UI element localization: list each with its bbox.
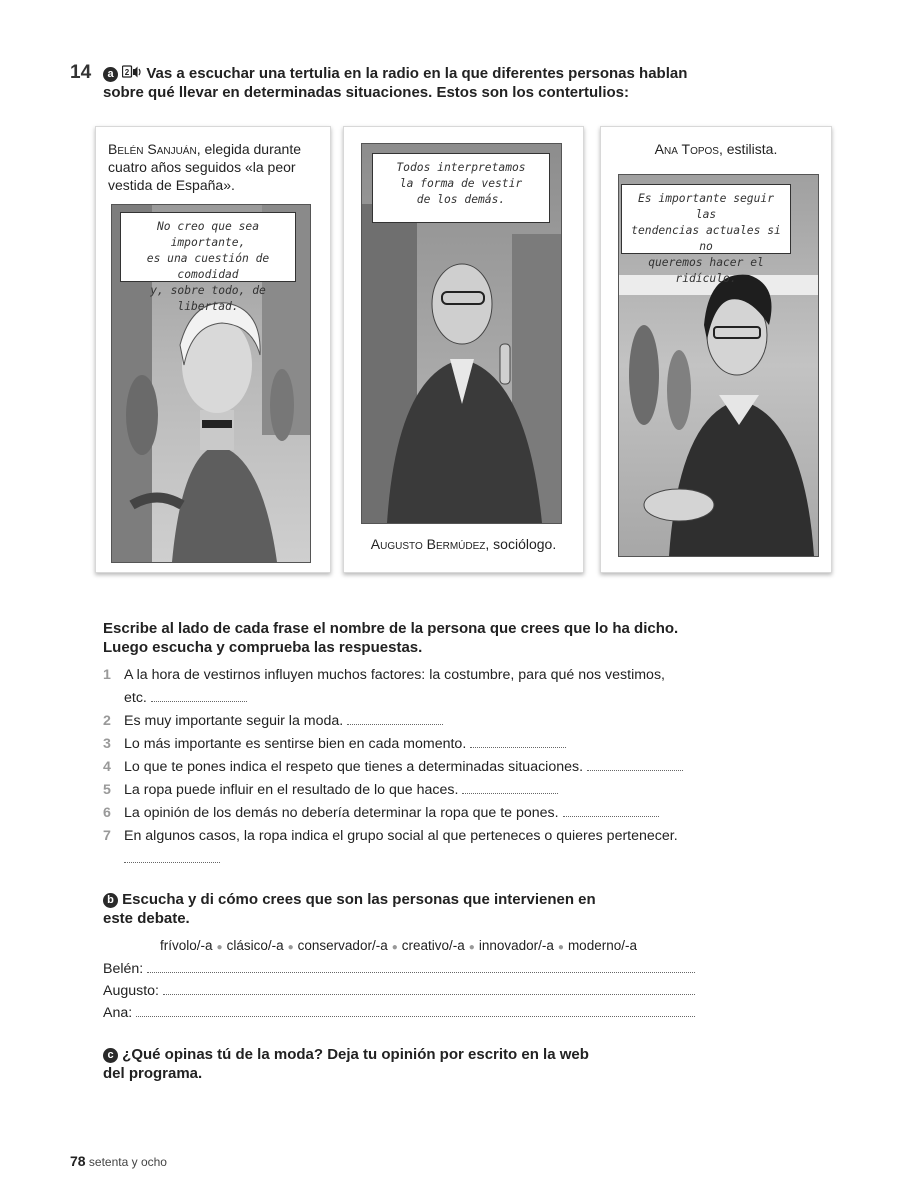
- answer-line-belen: [103, 961, 695, 983]
- list-item: [103, 802, 723, 825]
- answer-blank[interactable]: [124, 850, 220, 863]
- ana-bubble-line1: Es importante seguir las: [637, 192, 775, 221]
- part-c-line2: del programa.: [103, 1065, 203, 1082]
- bullet-icon: ●: [468, 942, 475, 953]
- item-text: Es muy importante seguir la moda.: [124, 713, 344, 729]
- item-number: 5: [103, 782, 111, 798]
- part-b-badge: b: [103, 893, 118, 908]
- adjective: creativo/-a: [401, 938, 465, 953]
- ana-bubble-line3: queremos hacer el ridículo.: [648, 256, 764, 285]
- page-number: 78: [70, 1153, 86, 1169]
- part-c-instructions: [103, 1045, 743, 1083]
- answer-blank[interactable]: [347, 712, 443, 725]
- item-text: La opinión de los demás no debería determinar la ropa que te pones.: [124, 805, 559, 821]
- part-a-text-line2: sobre qué llevar en determinadas situaciones. Estos son los contertulios:: [103, 84, 629, 101]
- ana-answer-blank[interactable]: [136, 1005, 695, 1017]
- augusto-bubble-line1: Todos interpretamos: [396, 161, 526, 174]
- label-augusto: Augusto:: [103, 983, 160, 999]
- item-text: Lo que te pones indica el respeto que tienes a determinadas situaciones.: [124, 759, 584, 775]
- statement-list: [103, 664, 723, 871]
- adjective: conservador/-a: [297, 938, 388, 953]
- panel-augusto: [343, 126, 584, 573]
- part-a-badge: a: [103, 67, 118, 82]
- belen-answer-blank[interactable]: [147, 961, 695, 973]
- belen-caption: [108, 140, 323, 194]
- ana-name: Ana Topos: [654, 141, 719, 157]
- bullet-icon: ●: [557, 942, 564, 953]
- label-ana: Ana:: [103, 1005, 133, 1021]
- answer-blank[interactable]: [563, 804, 659, 817]
- exercise-number: 14: [70, 62, 92, 83]
- part-b-instructions: [103, 890, 743, 928]
- label-belen: Belén:: [103, 961, 144, 977]
- belen-name: Belén Sanjuán: [108, 141, 197, 157]
- panel-belen: [95, 126, 331, 573]
- item-number: 1: [103, 667, 111, 683]
- augusto-answer-blank[interactable]: [163, 983, 695, 995]
- part-a-instructions: [103, 64, 743, 102]
- ana-bubble-line2: tendencias actuales si no: [631, 224, 781, 253]
- belen-bubble-line1: No creo que sea importante,: [156, 220, 260, 249]
- item-number: 3: [103, 736, 111, 752]
- part-c-line1: ¿Qué opinas tú de la moda? Deja tu opinión por escrito en la web: [122, 1046, 589, 1063]
- bullet-icon: ●: [287, 942, 294, 953]
- list-item: [103, 779, 723, 802]
- adjective: frívolo/-a: [160, 938, 213, 953]
- panel-ana: [600, 126, 832, 573]
- belen-caption-line1: , elegida durante: [196, 141, 302, 157]
- audio-track-icon[interactable]: [122, 65, 142, 79]
- list-item: [103, 664, 723, 710]
- task-instructions: [103, 619, 743, 657]
- task-line2: Luego escucha y comprueba las respuestas.: [103, 639, 423, 656]
- augusto-caption: [344, 535, 583, 553]
- belen-speech-bubble: [120, 212, 296, 313]
- part-c-badge: c: [103, 1048, 118, 1063]
- part-b-line2: este debate.: [103, 910, 190, 927]
- part-b-line1: Escucha y di cómo crees que son las personas que intervienen en: [122, 891, 596, 908]
- belen-bubble-line2: es una cuestión de comodidad: [146, 252, 270, 281]
- page-number-words: setenta y ocho: [88, 1155, 167, 1169]
- augusto-name: Augusto Bermúdez: [370, 536, 486, 552]
- item-number: 7: [103, 828, 111, 844]
- answer-blank[interactable]: [462, 781, 558, 794]
- bullet-icon: ●: [216, 942, 223, 953]
- belen-caption-line2: cuatro años seguidos «la peor: [108, 159, 296, 175]
- augusto-bubble-line3: de los demás.: [416, 193, 506, 206]
- item-number: 6: [103, 805, 111, 821]
- answer-lines: [103, 961, 695, 1027]
- item-number: 2: [103, 713, 111, 729]
- belen-bubble-line3: y, sobre todo, de libertad.: [150, 284, 266, 313]
- item-text: La ropa puede influir en el resultado de lo que haces.: [124, 782, 459, 798]
- ana-caption-rest: , estilista.: [718, 141, 778, 157]
- ana-caption: [601, 140, 831, 158]
- list-item: [103, 825, 723, 871]
- list-item: [103, 710, 723, 733]
- answer-line-augusto: [103, 983, 695, 1005]
- item-number: 4: [103, 759, 111, 775]
- item-text: A la hora de vestirnos influyen muchos factores: la costumbre, para qué nos vestimos,: [124, 667, 665, 683]
- item-text: Lo más importante es sentirse bien en cada momento.: [124, 736, 467, 752]
- augusto-speech-bubble: [372, 153, 550, 223]
- page-footer: [70, 1153, 167, 1169]
- list-item: [103, 756, 723, 779]
- answer-line-ana: [103, 1005, 695, 1027]
- augusto-caption-rest: , sociólogo.: [485, 536, 557, 552]
- ana-speech-bubble: [621, 184, 791, 285]
- belen-caption-line3: vestida de España».: [108, 177, 235, 193]
- answer-blank[interactable]: [151, 689, 247, 702]
- list-item: [103, 733, 723, 756]
- bullet-icon: ●: [391, 942, 398, 953]
- item-text: En algunos casos, la ropa indica el grupo social al que perteneces o quieres pertenecer.: [124, 828, 678, 844]
- part-a-text-line1: Vas a escuchar una tertulia en la radio en la que diferentes personas hablan: [146, 65, 688, 82]
- adjective: innovador/-a: [478, 938, 554, 953]
- answer-blank[interactable]: [587, 758, 683, 771]
- adjective: clásico/-a: [226, 938, 284, 953]
- item-text-cont: etc.: [124, 690, 147, 706]
- svg-text:2: 2: [124, 68, 130, 77]
- answer-blank[interactable]: [470, 735, 566, 748]
- adjective: moderno/-a: [567, 938, 637, 953]
- adjective-bank: [160, 938, 637, 953]
- task-line1: Escribe al lado de cada frase el nombre de la persona que crees que lo ha dicho.: [103, 620, 679, 637]
- augusto-bubble-line2: la forma de vestir: [399, 177, 523, 190]
